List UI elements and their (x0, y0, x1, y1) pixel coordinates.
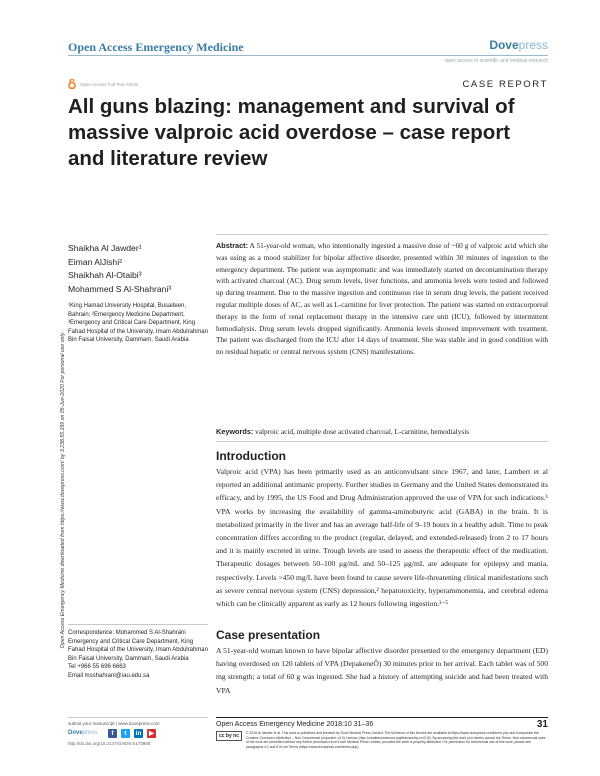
twitter-icon[interactable]: t (121, 729, 130, 738)
publisher-logo[interactable] (489, 38, 548, 52)
open-access-row (68, 79, 138, 89)
license-row (216, 731, 548, 749)
side-download-notice-wrap (30, 140, 66, 649)
keywords (216, 426, 548, 438)
author-name: Eiman AlJishi² (68, 256, 122, 267)
keywords-label: Keywords: (216, 427, 254, 436)
footer-publisher-logo[interactable] (68, 730, 97, 736)
footer-publisher-bold: Dove (68, 730, 83, 736)
correspondence-address: Emergency and Critical Care Department, King Fahad Hospital of the University, Imam Abdulrahman Bin Faisal University, Dammam, Saudi Arabia (68, 638, 208, 662)
publisher-tagline: open access to scientific and medical research (444, 58, 548, 64)
correspondence-email[interactable]: Email msshahrani@iau.edu.sa (68, 672, 150, 679)
introduction-heading: Introduction (216, 449, 286, 463)
correspondence-divider (68, 624, 208, 625)
footer-divider-left (68, 717, 208, 718)
abstract-top-divider (216, 234, 548, 235)
cc-license-badge[interactable]: cc by nc (216, 731, 242, 741)
linkedin-icon[interactable]: in (135, 730, 142, 737)
side-download-notice: Open Access Emergency Medicine downloaded from https://www.dovepress.com/ by 3.238.55.199 on 05-Jun-2020 For personal use only. (60, 331, 66, 649)
article-title: All guns blazing: management and survival of massive valproic acid overdose – case report and literature review (68, 95, 515, 170)
page-number: 31 (536, 719, 548, 730)
abstract-label: Abstract: (216, 241, 249, 250)
author-list (68, 242, 208, 296)
footer-divider-right (216, 717, 548, 718)
header-divider (68, 55, 548, 56)
keywords-text: valproic acid, multiple dose activated charcoal, L-carnitine, hemodialysis (255, 427, 470, 436)
footer-publisher-light: press (82, 730, 98, 736)
case-heading: Case presentation (216, 628, 321, 642)
abstract-text: A 51-year-old woman, who intentionally ingested a massive dose of ~60 g of valproic acid which she was using as a mood stabilizer for bipolar affective disorder, presented within 30 minutes of ingestion to the emergency department. The patient was asymptomatic and was immediately started on decontamination therapy with activated charcoal (AC). Drug serum levels, liver functions, and ammonia levels were tested and followed up during treatment. Due to the massive ingestion and continuous rise in serum drug levels, the patient received regular multiple doses of AC, as well as L-carnitine for liver protection. The patient was started on extracorporeal therapy in the form of renal replacement therapy in the intensive care unit (ICU), followed by intermittent hemodialysis. Drug serum levels dropped significantly. Ammonia levels showed improvement with treatment. The patient was discharged from the ICU after 14 days of treatment. She was stable and in good condition with no residual hepatic or central nervous system (CNS) manifestations. (216, 241, 549, 357)
correspondence-phone: Tel +966 55 696 6663 (68, 664, 126, 671)
article-type: CASE REPORT (462, 79, 548, 90)
case-body: A 51-year-old woman known to have bipolar affective disorder presented to the emergency department (ED) having overdosed on 120 tablets of VPA (DepakeneÔ) 30 minutes prior to her arrival. Each tablet was of 500 mg strength; a total of 60 g was ingested. She had a history of attempting suicide and had been treated with VPA (216, 646, 548, 695)
affiliations: ¹King Hamad University Hospital, Busaiteen, Bahrain; ²Emergency Medicine Department, ³Emergency and Critical Care Department, King Fahad Hospital of the University, Imam Abdulrahman Bin Faisal University, Dammam, Saudi Arabia (68, 303, 208, 344)
open-access-label: Open Access Full Text Article (80, 81, 138, 87)
social-links (108, 729, 156, 738)
publisher-logo-light: press (518, 38, 548, 52)
facebook-icon[interactable]: f (108, 729, 117, 738)
submit-manuscript-link[interactable]: submit your manuscript | www.dovepress.com (68, 721, 160, 726)
author-name: Mohammed S Al-Shahrani³ (68, 283, 172, 294)
youtube-icon[interactable]: ▶ (149, 730, 154, 737)
publisher-logo-bold: Dove (489, 38, 519, 52)
open-access-icon (68, 79, 76, 89)
keywords-divider (216, 441, 548, 442)
author-name: Shaikhah Al-Otaibi³ (68, 270, 142, 280)
abstract (216, 240, 548, 358)
correspondence-author: Correspondence: Mohammed S Al-Shahrani (68, 630, 186, 636)
correspondence (68, 629, 208, 681)
footer-citation: Open Access Emergency Medicine 2018:10 31–36 (216, 721, 374, 728)
introduction-body: Valproic acid (VPA) has been primarily used as an anticonvulsant since 1967, and later, Lambert et al reported an additional antimanic property. Further studies in Germany and the United States demonstrated its efficacy, and by 1995, the US Food and Drug Administration approved the use of VPA for such indications.¹ VPA works by increasing the availability of gamma-aminobutyric acid (GABA) in the brain. It is metabolized primarily in the liver and has an average half-life of 9–19 hours in a healthy adult. Time to peak concentration differs according to the product (regular, delayed, and extended-released) from 2 to 17 hours and it is mainly excreted in urine. Trough levels are used to assess the therapeutic effect of the medication. Therapeutic dosages between 50–100 μg/mL and 50–125 μg/mL are adequate for epilepsy and mania, respectively. Levels >450 mg/L have been found to cause severe life-threatening clinical manifestations such as severe central nervous system (CNS) depression,² hepatotoxicity, hyperammonemia, and cerebral edema which can be clinically apparent as early as 12 hours following ingestion.³⁻⁵ (216, 467, 548, 609)
journal-name[interactable]: Open Access Emergency Medicine (68, 40, 244, 54)
license-text: © 2018 Al Jawder et al. This work is published and licensed by Dove Medical Press Limited. The full terms of this license are available at https://www.dovepress.com/terms.php and incorporate the Creative Commons Attribution – Non Commercial (unported, v3.0) License (http://creativecommons.org/licenses/by-nc/3.0/). By accessing the work you hereby accept the Terms. Non-commercial uses of the work are permitted without any further permission from Dove Medical Press Limited, provided the work is properly attributed. For permission for commercial use of this work, please see paragraphs 4.2 and 5 of our Terms (https://www.dovepress.com/terms.php). (246, 731, 546, 749)
author-name: Shaikha Al Jawder¹ (68, 243, 142, 253)
doi-link[interactable]: http://dx.doi.org/10.2147/OAEM.S173985 (68, 741, 151, 746)
